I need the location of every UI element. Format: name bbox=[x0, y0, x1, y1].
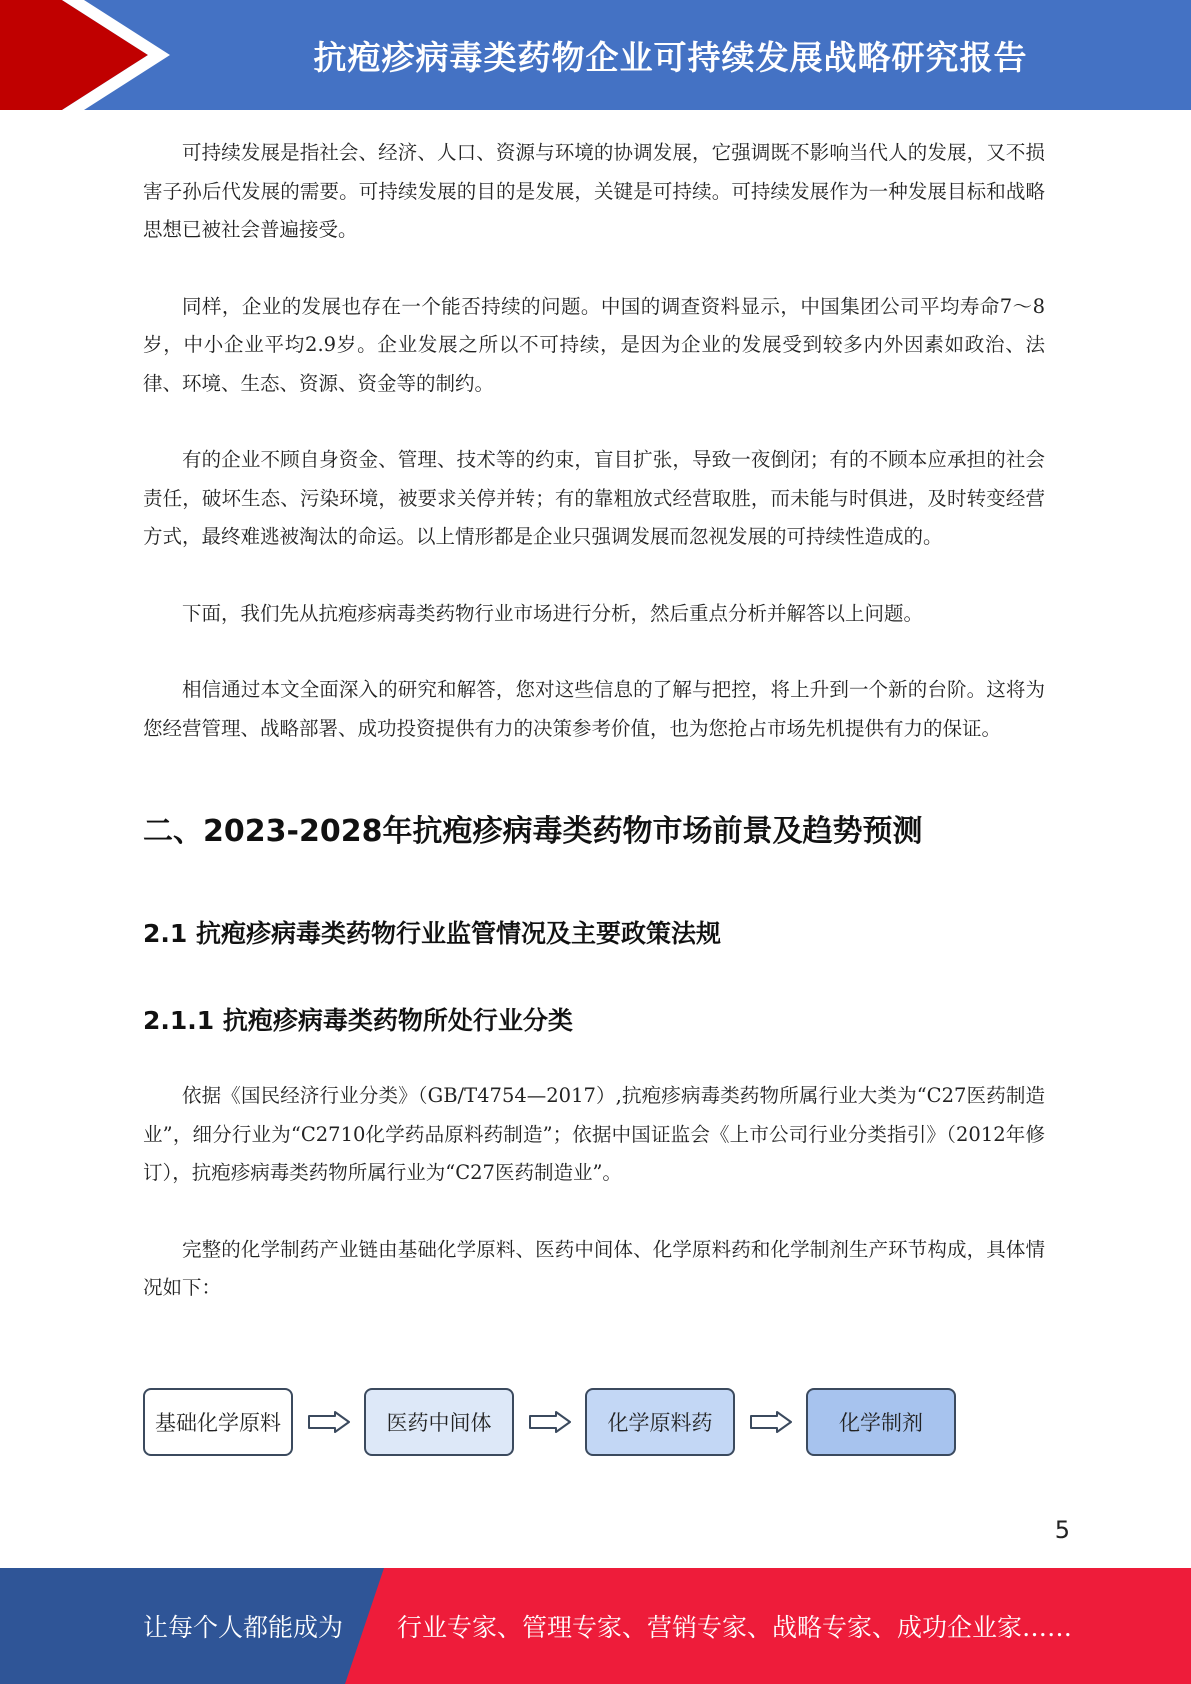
page-footer bbox=[0, 1568, 1191, 1684]
flow-step-basic-chemicals: 基础化学原料 bbox=[143, 1388, 293, 1456]
flow-arrow-icon bbox=[735, 1411, 806, 1433]
flow-arrow-icon bbox=[514, 1411, 585, 1433]
main-content bbox=[143, 134, 1045, 1308]
page-number: 5 bbox=[1054, 1516, 1070, 1544]
flow-step-api: 化学原料药 bbox=[585, 1388, 735, 1456]
subsection-title: 2.1 抗疱疹病毒类药物行业监管情况及主要政策法规 bbox=[143, 919, 721, 948]
subsubsection-title: 2.1.1 抗疱疹病毒类药物所处行业分类 bbox=[143, 1006, 573, 1035]
paragraph-enterprise-lifespan: 同样，企业的发展也存在一个能否持续的问题。中国的调查资料显示，中国集团公司平均寿命7～8岁，中小企业平均2.9岁。企业发展之所以不可持续，是因为企业的发展受到较多内外因素如政治、法律、环境、生态、资源、资金等的制约。 bbox=[143, 294, 1045, 395]
paragraph-analysis-intro: 下面，我们先从抗疱疹病毒类药物行业市场进行分析，然后重点分析并解答以上问题。 bbox=[182, 601, 924, 625]
header-red-chevron bbox=[0, 0, 148, 110]
flow-step-chemical-preparations: 化学制剂 bbox=[806, 1388, 956, 1456]
flow-step-pharma-intermediates: 医药中间体 bbox=[364, 1388, 514, 1456]
flow-arrow-icon bbox=[293, 1411, 364, 1433]
paragraph-sustainable-definition: 可持续发展是指社会、经济、人口、资源与环境的协调发展，它强调既不影响当代人的发展，又不损害子孙后代发展的需要。可持续发展的目的是发展，关键是可持续。可持续发展作为一种发展目标和战略思想已被社会普遍接受。 bbox=[143, 141, 1045, 241]
paragraph-failure-cases: 有的企业不顾自身资金、管理、技术等的约束，盲目扩张，导致一夜倒闭；有的不顾本应承担的社会责任，破坏生态、污染环境，被要求关停并转；有的靠粗放式经营取胜，而未能与时俱进，及时转变经营方式，最终难逃被淘汰的命运。以上情形都是企业只强调发展而忽视发展的可持续性造成的。 bbox=[143, 448, 1045, 548]
page-header bbox=[0, 0, 1191, 110]
paragraph-industry-classification: 依据《国民经济行业分类》（GB/T4754—2017）,抗疱疹病毒类药物所属行业大类为“C27医药制造业”，细分行业为“C2710化学药品原料药制造”；依据中国证监会《上市公司行业分类指引》（2012年修订），抗疱疹病毒类药物所属行业为“C27医药制造业”。 bbox=[143, 1084, 1045, 1184]
footer-slogan-left: 让每个人都能成为 bbox=[143, 1613, 344, 1642]
industry-chain-flow bbox=[143, 1388, 1043, 1456]
header-title: 抗疱疹病毒类药物企业可持续发展战略研究报告 bbox=[313, 37, 1028, 77]
paragraph-value-statement: 相信通过本文全面深入的研究和解答，您对这些信息的了解与把控，将上升到一个新的台阶。这将为您经营管理、战略部署、成功投资提供有力的决策参考价值，也为您抢占市场先机提供有力的保证。 bbox=[143, 678, 1045, 740]
section-title: 二、2023-2028年抗疱疹病毒类药物市场前景及趋势预测 bbox=[143, 814, 923, 849]
paragraph-industry-chain: 完整的化学制药产业链由基础化学原料、医药中间体、化学原料药和化学制剂生产环节构成，具体情况如下： bbox=[143, 1237, 1045, 1299]
footer-slogan-right: 行业专家、管理专家、营销专家、战略专家、成功企业家…… bbox=[397, 1613, 1073, 1642]
